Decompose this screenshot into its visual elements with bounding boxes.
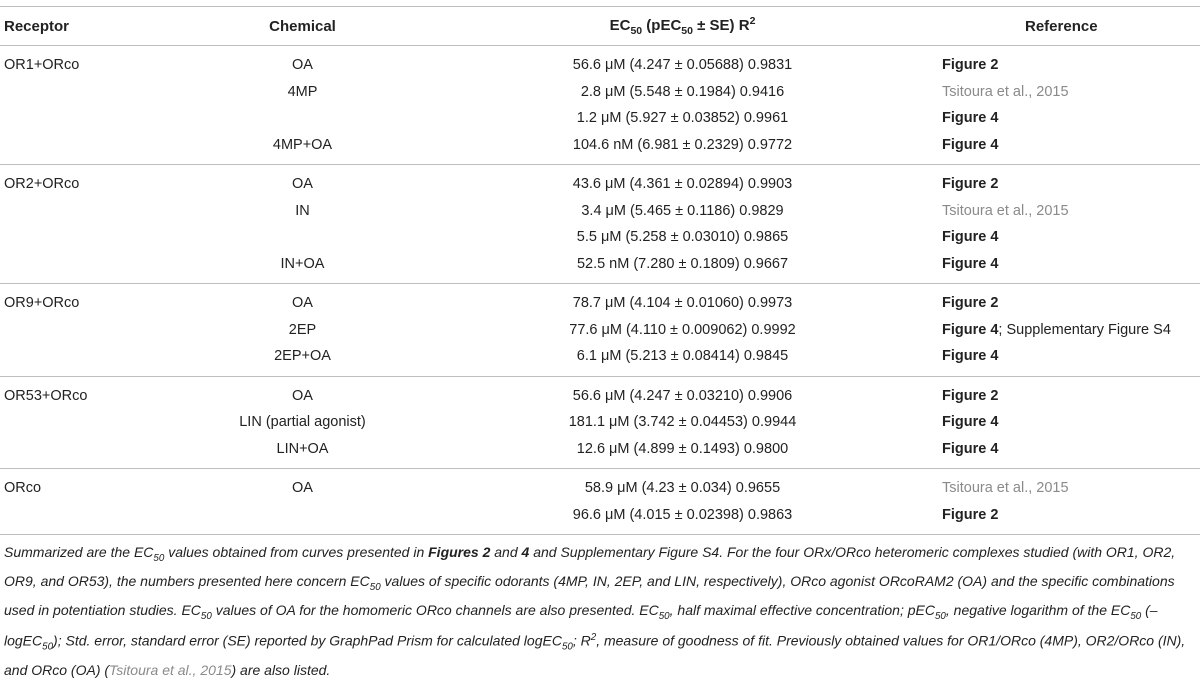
- cell-reference: [940, 165, 1200, 198]
- table-row: [0, 105, 1200, 132]
- cell-ec50: 77.6 μM (4.110 ± 0.009062) 0.9992: [569, 321, 796, 338]
- reference-supplement-text: ; Supplementary Figure S4: [998, 321, 1171, 338]
- cell-reference: [940, 317, 1200, 344]
- caption-link-figure4[interactable]: 4: [521, 544, 530, 560]
- cell-reference: [940, 224, 1200, 251]
- table-row: [0, 251, 1200, 284]
- results-table: [0, 6, 1200, 535]
- cell-receptor: OR1+ORco: [4, 57, 80, 74]
- reference-figure-link[interactable]: Figure 4: [942, 136, 999, 153]
- cell-ec50: 1.2 μM (5.927 ± 0.03852) 0.9961: [576, 110, 789, 127]
- header-ec50: $EC_{50}$ (pEC$_{50}$ ± SE) $R^2$: [425, 7, 940, 46]
- cell-receptor: [0, 409, 180, 436]
- reference-figure-link[interactable]: Figure 2: [942, 387, 999, 404]
- cell-chemical: 2EP: [288, 321, 317, 338]
- cell-receptor: [0, 317, 180, 344]
- cell-receptor: OR2+ORco: [4, 176, 80, 193]
- cell-reference: [940, 105, 1200, 132]
- table-row: [0, 343, 1200, 376]
- cell-ec50: 12.6 μM (4.899 ± 0.1493) 0.9800: [425, 436, 940, 469]
- table-row: [0, 198, 1200, 225]
- cell-reference: [940, 343, 1200, 376]
- table-row: [0, 224, 1200, 251]
- header-chemical: Chemical: [180, 7, 425, 46]
- cell-ec50: 56.6 μM (4.247 ± 0.05688) 0.9831: [572, 57, 793, 74]
- reference-figure-link[interactable]: Figure 2: [942, 57, 999, 74]
- cell-reference: [940, 436, 1200, 469]
- cell-receptor: [0, 502, 180, 535]
- cell-reference: [940, 469, 1200, 502]
- cell-chemical: LIN+OA: [180, 436, 425, 469]
- table-row: [0, 132, 1200, 165]
- table-row: [0, 469, 1200, 502]
- cell-ec50: 2.8 μM (5.548 ± 0.1984) 0.9416: [580, 83, 785, 100]
- reference-figure-link[interactable]: Figure 2: [942, 176, 999, 193]
- reference-figure-link[interactable]: Figure 2: [942, 506, 999, 523]
- cell-ec50: 96.6 μM (4.015 ± 0.02398) 0.9863: [425, 502, 940, 535]
- reference-figure-link[interactable]: Figure 4: [942, 348, 999, 365]
- table-row: [0, 165, 1200, 198]
- cell-ec50: 3.4 μM (5.465 ± 0.1186) 0.9829: [581, 202, 784, 219]
- cell-receptor: [0, 436, 180, 469]
- table-body: [0, 46, 1200, 535]
- cell-reference: [940, 46, 1200, 79]
- cell-chemical: 4MP: [287, 83, 318, 100]
- caption-link-figures[interactable]: Figures 2: [428, 544, 491, 560]
- cell-chemical: 2EP+OA: [180, 343, 425, 376]
- table-header-row: [0, 7, 1200, 46]
- cell-reference: [940, 79, 1200, 106]
- cell-chemical: IN+OA: [180, 251, 425, 284]
- cell-ec50: 43.6 μM (4.361 ± 0.02894) 0.9903: [572, 176, 793, 193]
- cell-ec50: 181.1 μM (3.742 ± 0.04453) 0.9944: [568, 414, 797, 431]
- cell-receptor: [0, 105, 180, 132]
- reference-figure-link[interactable]: Figure 4: [942, 255, 999, 272]
- table-row: [0, 317, 1200, 344]
- cell-ec50: 58.9 μM (4.23 ± 0.034) 0.9655: [584, 480, 781, 497]
- reference-figure-link[interactable]: Figure 2: [942, 295, 999, 312]
- cell-receptor: [0, 224, 180, 251]
- reference-figure-link[interactable]: Figure 4: [942, 414, 999, 431]
- cell-receptor: ORco: [4, 480, 42, 497]
- reference-figure-link[interactable]: Figure 4: [942, 440, 999, 457]
- cell-reference: [940, 198, 1200, 225]
- cell-reference: [940, 251, 1200, 284]
- cell-chemical: [180, 105, 425, 132]
- cell-reference: [940, 502, 1200, 535]
- cell-chemical: 4MP+OA: [180, 132, 425, 165]
- cell-receptor: [0, 198, 180, 225]
- cell-reference: [940, 409, 1200, 436]
- reference-citation-link[interactable]: Tsitoura et al., 2015: [942, 83, 1069, 100]
- cell-chemical: OA: [292, 480, 313, 497]
- table-caption: Summarized are the $EC_{50}$ values obtained from curves presented in Figures 2 and 4 and Supplementary Figure S4. For the four ORx/ORco heteromeric complexes studied (with OR1, OR2, OR9, and OR53), the numbers presented here concern $EC_{50}$ values of specific odorants (4MP, IN, 2EP, and LIN, respectively), ORco agonist ORcoRAM2 (OA) and the specific combinations used in potentiation studies. $EC_{50}$ values of OA for the homomeric ORco channels are also presented. $EC_{50}$, half maximal effective concentration; pEC$_{50}$, negative logarithm of the $EC_{50}$ (–logEC$_{50}$); Std. error, standard error (SE) reported by GraphPad Prism for calculated logEC$_{50}$; $R^2$, measure of goodness of fit. Previously obtained values for OR1/ORco (4MP), OR2/ORco (IN), and ORco (OA) (Tsitoura et al., 2015) are also listed.: [4, 544, 1186, 678]
- reference-figure-link[interactable]: Figure 4: [942, 110, 999, 127]
- cell-ec50: 52.5 nM (7.280 ± 0.1809) 0.9667: [425, 251, 940, 284]
- table-row: [0, 46, 1200, 79]
- cell-receptor: [0, 251, 180, 284]
- cell-chemical: OA: [292, 57, 313, 74]
- header-reference: Reference: [940, 7, 1200, 46]
- cell-chemical: [180, 224, 425, 251]
- cell-chemical: OA: [292, 176, 313, 193]
- cell-ec50: 5.5 μM (5.258 ± 0.03010) 0.9865: [576, 229, 789, 246]
- table-row: [0, 376, 1200, 409]
- cell-receptor: [0, 343, 180, 376]
- reference-figure-link[interactable]: Figure 4: [942, 321, 999, 338]
- cell-ec50: 6.1 μM (5.213 ± 0.08414) 0.9845: [425, 343, 940, 376]
- cell-receptor: OR9+ORco: [4, 295, 80, 312]
- cell-reference: [940, 376, 1200, 409]
- cell-reference: [940, 284, 1200, 317]
- cell-chemical: LIN (partial agonist): [239, 414, 366, 431]
- table-row: [0, 284, 1200, 317]
- cell-reference: [940, 132, 1200, 165]
- cell-chemical: OA: [292, 387, 313, 404]
- cell-receptor: OR53+ORco: [4, 387, 88, 404]
- cell-receptor: [0, 132, 180, 165]
- cell-chemical: IN: [295, 202, 310, 219]
- cell-chemical: OA: [292, 295, 313, 312]
- cell-ec50: 56.6 μM (4.247 ± 0.03210) 0.9906: [572, 387, 793, 404]
- caption-link-tsitoura[interactable]: Tsitoura et al., 2015: [109, 661, 232, 678]
- table-row: [0, 502, 1200, 535]
- cell-ec50: 104.6 nM (6.981 ± 0.2329) 0.9772: [425, 132, 940, 165]
- header-receptor: Receptor: [0, 7, 180, 46]
- cell-ec50: 78.7 μM (4.104 ± 0.01060) 0.9973: [572, 295, 793, 312]
- cell-chemical: [180, 502, 425, 535]
- cell-receptor: [0, 79, 180, 106]
- reference-citation-link[interactable]: Tsitoura et al., 2015: [942, 202, 1069, 219]
- reference-figure-link[interactable]: Figure 4: [942, 229, 999, 246]
- table-row: [0, 436, 1200, 469]
- table-row: [0, 79, 1200, 106]
- reference-citation-link[interactable]: Tsitoura et al., 2015: [942, 480, 1069, 497]
- table-row: [0, 409, 1200, 436]
